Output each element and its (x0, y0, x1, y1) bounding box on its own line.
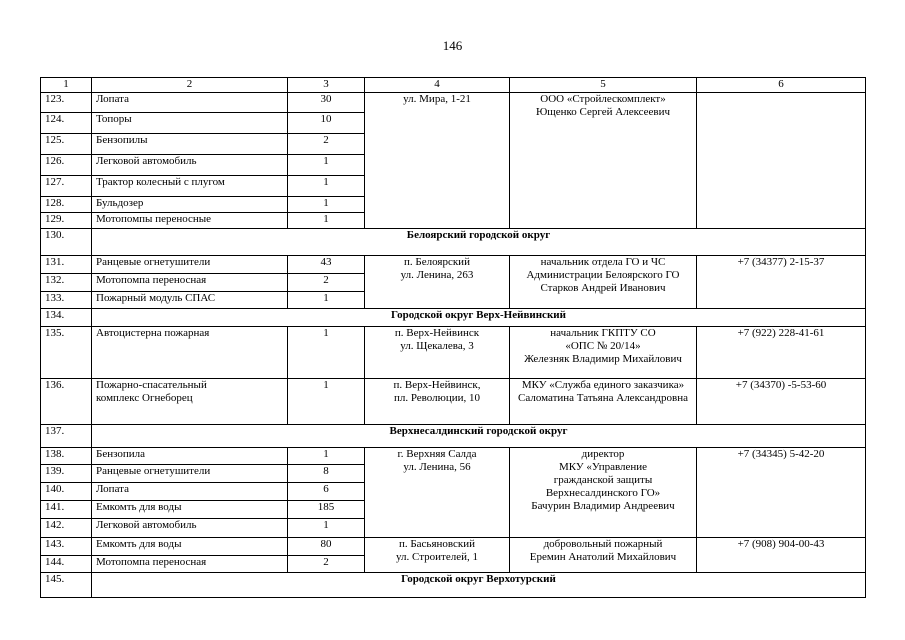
responsible-organization (510, 326, 697, 378)
location-address (365, 256, 510, 309)
equipment-quantity: 43 (288, 256, 365, 274)
equipment-quantity: 1 (288, 196, 365, 213)
equipment-name: Автоцистерна пожарная (92, 326, 288, 378)
equipment-name: Мотопомпы переносные (92, 213, 288, 229)
row-number: 127. (41, 175, 92, 196)
equipment-name: Емкомть для воды (92, 500, 288, 518)
table-row (41, 379, 866, 425)
contact-phone: +7 (34345) 5-42-20 (697, 447, 866, 538)
row-number: 123. (41, 92, 92, 113)
contact-phone: +7 (908) 904-00-43 (697, 538, 866, 572)
address-line: ул. Ленина, 263 (400, 269, 474, 282)
equipment-quantity: 1 (288, 379, 365, 425)
row-number: 130. (41, 229, 92, 256)
responsible-organization (510, 538, 697, 572)
equipment-quantity: 80 (288, 538, 365, 556)
row-number: 128. (41, 196, 92, 213)
equipment-quantity: 1 (288, 155, 365, 176)
org-line: Верхнесалдинского ГО» (545, 486, 661, 499)
address-line: п. Верх-Нейвинск, (393, 379, 481, 392)
equipment-quantity: 1 (288, 175, 365, 196)
location-address (365, 447, 510, 538)
equipment-name: Трактор колесный с плугом (92, 175, 288, 196)
equipment-quantity: 1 (288, 213, 365, 229)
org-line: ООО «Стройлескомплект» (540, 92, 666, 105)
address-line: ул. Щекалева, 3 (400, 339, 474, 352)
row-number: 125. (41, 134, 92, 155)
row-number: 137. (41, 424, 92, 447)
header-row (41, 78, 866, 93)
responsible-organization (510, 92, 697, 228)
equipment-quantity: 1 (288, 518, 365, 538)
equipment-name (92, 379, 288, 425)
table-row (41, 256, 866, 274)
row-number: 140. (41, 483, 92, 501)
equipment-name: Ранцевые огнетушители (92, 465, 288, 483)
equipment-quantity: 1 (288, 326, 365, 378)
org-line: МКУ «Служба единого заказчика» (521, 379, 685, 392)
org-line: гражданской защиты (553, 473, 653, 486)
region-title: Городской округ Верхотурский (92, 572, 866, 597)
equipment-quantity: 30 (288, 92, 365, 113)
equipment-quantity: 2 (288, 134, 365, 155)
location-address (365, 326, 510, 378)
row-number: 124. (41, 113, 92, 134)
equipment-name: Мотопомпа переносная (92, 556, 288, 573)
row-number: 126. (41, 155, 92, 176)
row-number: 145. (41, 572, 92, 597)
equipment-name: Бензопилы (92, 134, 288, 155)
row-number: 135. (41, 326, 92, 378)
equipment-name: Пожарный модуль СПАС (92, 291, 288, 309)
region-title: Белоярский городской округ (92, 229, 866, 256)
location-address (365, 379, 510, 425)
header-cell: 1 (41, 78, 92, 93)
equipment-name: Легковой автомобиль (92, 518, 288, 538)
region-row (41, 572, 866, 597)
org-line: Ющенко Сергей Алексеевич (535, 105, 671, 118)
org-line: добровольный пожарный (543, 538, 663, 551)
region-title: Верхнесалдинский городской округ (92, 424, 866, 447)
equipment-quantity: 1 (288, 447, 365, 465)
header-cell: 5 (510, 78, 697, 93)
org-line: Саломатина Татьяна Александровна (518, 392, 688, 405)
equipment-table (40, 77, 866, 598)
org-line: начальник ГКПТУ СО (550, 326, 656, 339)
table-row (41, 447, 866, 465)
header-cell: 3 (288, 78, 365, 93)
responsible-organization (510, 379, 697, 425)
org-line: Администрации Белоярского ГО (526, 269, 680, 282)
contact-phone: +7 (922) 228-41-61 (697, 326, 866, 378)
region-row (41, 309, 866, 327)
row-number: 144. (41, 556, 92, 573)
equipment-name: Емкомть для воды (92, 538, 288, 556)
org-line: Железняк Владимир Михайлович (524, 352, 682, 365)
org-line: начальник отдела ГО и ЧС (540, 256, 666, 269)
region-row (41, 229, 866, 256)
equipment-name: Бульдозер (92, 196, 288, 213)
org-line: Бачурин Владимир Андреевич (531, 499, 675, 512)
table-row (41, 92, 866, 113)
equipment-quantity: 185 (288, 500, 365, 518)
equipment-name: Лопата (92, 92, 288, 113)
org-line: «ОПС № 20/14» (565, 339, 641, 352)
equipment-name: Бензопила (92, 447, 288, 465)
row-number: 133. (41, 291, 92, 309)
equipment-quantity: 2 (288, 273, 365, 291)
org-line: Еремин Анатолий Михайлович (529, 551, 677, 564)
table-row (41, 326, 866, 378)
org-line: директор (581, 447, 625, 460)
equipment-quantity: 6 (288, 483, 365, 501)
responsible-organization (510, 256, 697, 309)
row-number: 136. (41, 379, 92, 425)
address-line: г. Верхняя Салда (397, 447, 477, 460)
address-line: ул. Мира, 1-21 (403, 92, 471, 105)
equipment-quantity: 1 (288, 291, 365, 309)
equipment-name: Мотопомпа переносная (92, 273, 288, 291)
row-number: 143. (41, 538, 92, 556)
equipment-name-line: Пожарно-спасательный (96, 379, 207, 392)
header-cell: 4 (365, 78, 510, 93)
contact-phone: +7 (34370) -5-53-60 (697, 379, 866, 425)
org-line: МКУ «Управление (558, 460, 648, 473)
address-line: п. Басьяновский (398, 538, 476, 551)
row-number: 139. (41, 465, 92, 483)
row-number: 129. (41, 213, 92, 229)
row-number: 132. (41, 273, 92, 291)
contact-phone: +7 (34377) 2-15-37 (697, 256, 866, 309)
contact-phone (697, 92, 866, 228)
equipment-quantity: 10 (288, 113, 365, 134)
equipment-name: Ранцевые огнетушители (92, 256, 288, 274)
equipment-quantity: 2 (288, 556, 365, 573)
header-cell: 2 (92, 78, 288, 93)
row-number: 138. (41, 447, 92, 465)
equipment-quantity: 8 (288, 465, 365, 483)
org-line: Старков Андрей Иванович (540, 282, 666, 295)
address-line: п. Белоярский (404, 256, 470, 269)
equipment-name: Легковой автомобиль (92, 155, 288, 176)
equipment-name-line: комплекс Огнеборец (96, 392, 193, 405)
equipment-name: Топоры (92, 113, 288, 134)
equipment-name: Лопата (92, 483, 288, 501)
address-line: ул. Строителей, 1 (396, 551, 478, 564)
row-number: 142. (41, 518, 92, 538)
address-line: ул. Ленина, 56 (403, 460, 471, 473)
address-line: п. Верх-Нейвинск (394, 326, 480, 339)
table-row (41, 538, 866, 556)
header-cell: 6 (697, 78, 866, 93)
location-address (365, 92, 510, 228)
row-number: 141. (41, 500, 92, 518)
region-row (41, 424, 866, 447)
page-number: 146 (442, 38, 463, 53)
location-address (365, 538, 510, 572)
row-number: 134. (41, 309, 92, 327)
address-line: пл. Революции, 10 (393, 392, 481, 405)
row-number: 131. (41, 256, 92, 274)
responsible-organization (510, 447, 697, 538)
region-title: Городской округ Верх-Нейвинский (92, 309, 866, 327)
